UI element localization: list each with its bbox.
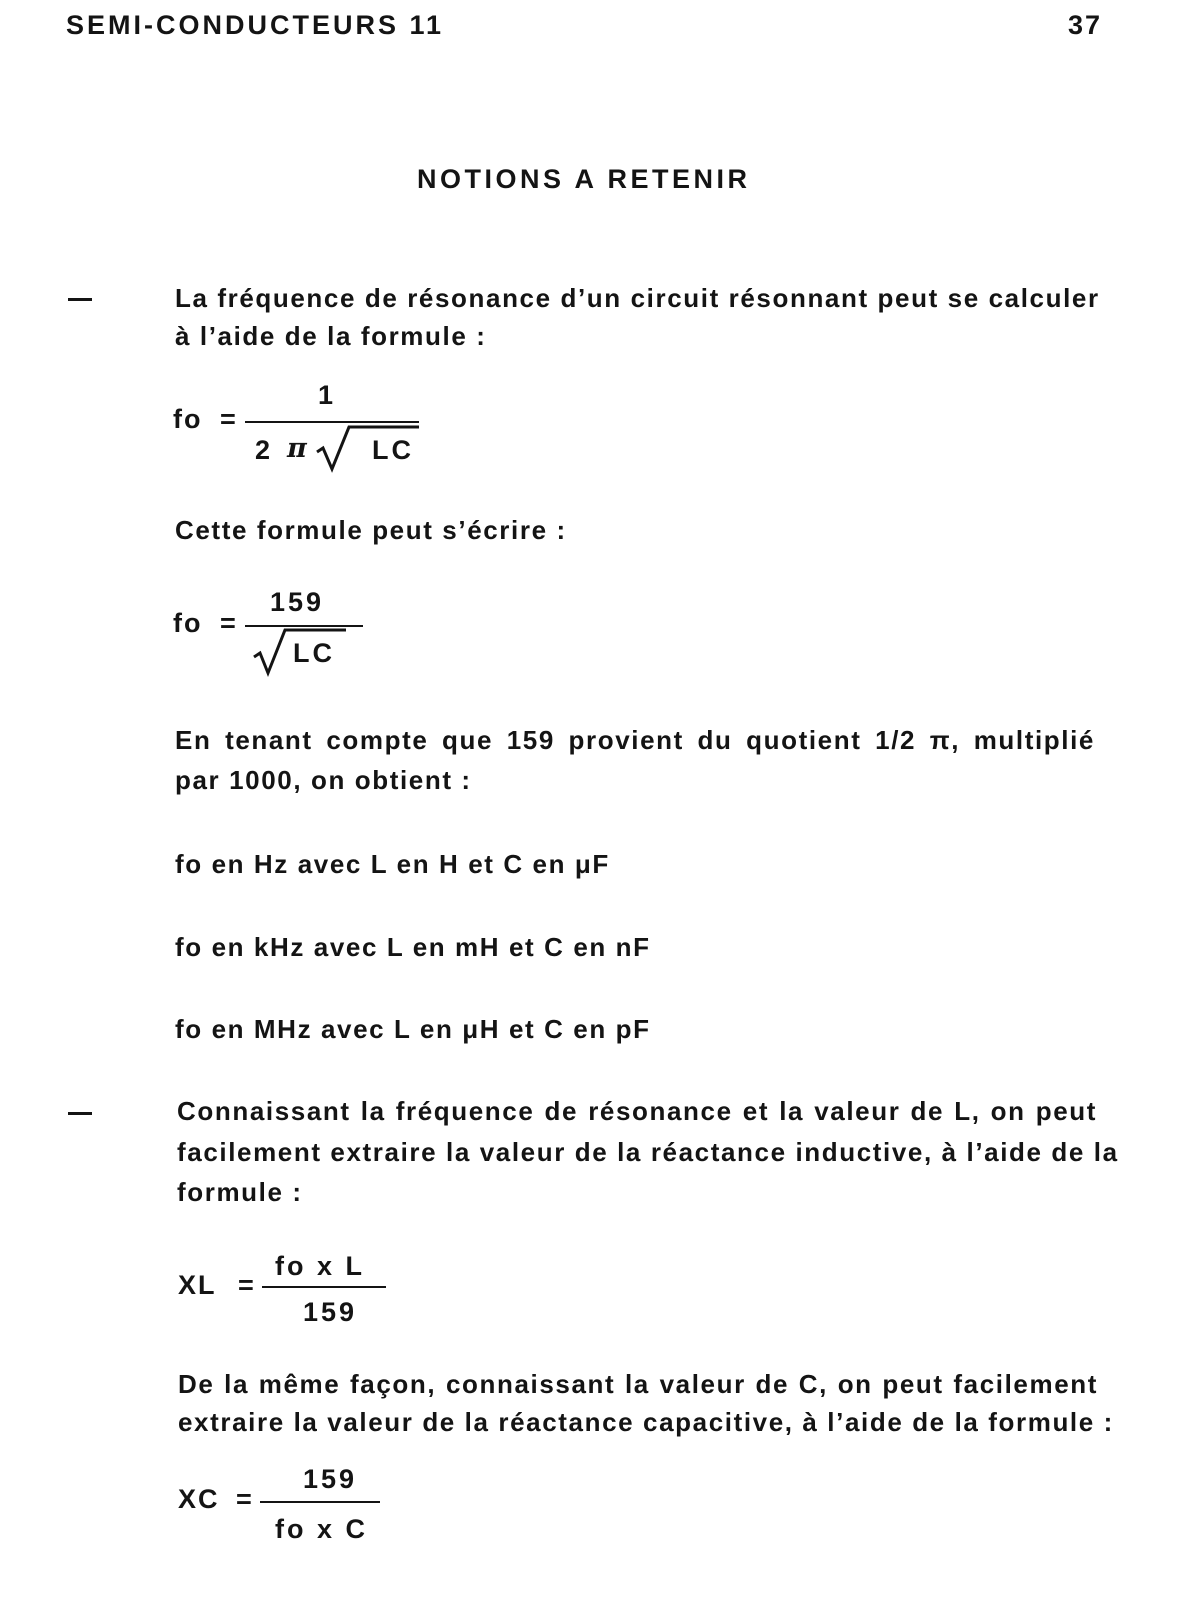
bullet1-line2: à l’aide de la formule : [175,321,487,351]
formula4-equals: = [236,1484,254,1514]
formula4-numerator: 159 [303,1464,358,1494]
para-meme-line2: extraire la valeur de la réactance capacitive, à l’aide de la formule : [178,1407,1114,1437]
formula2-radicand: LC [293,638,335,668]
formula3-fraction-bar [262,1286,386,1288]
formula3-lhs: XL [178,1270,217,1300]
bullet1-line1: La fréquence de résonance d’un circuit résonnant peut se calculer [175,283,1100,313]
formula1-lhs: fo [173,404,203,434]
bullet2-line2: facilement extraire la valeur de la réactance inductive, à l’aide de la [177,1137,1119,1167]
formula1-fraction-bar [245,421,419,423]
bullet-dash-2 [68,1112,92,1115]
bullet-dash-1 [68,298,92,301]
formula1-radicand: LC [372,435,414,465]
unit-line-hz: fo en Hz avec L en H et C en μF [175,849,610,879]
para-tenant-line1: En tenant compte que 159 provient du quotient 1/2 π, multiplié [175,725,1095,755]
page-number: 37 [1068,10,1103,40]
section-title: NOTIONS A RETENIR [417,164,751,194]
formula3-denominator: 159 [303,1297,358,1327]
formula2-equals: = [220,608,238,638]
unit-line-mhz: fo en MHz avec L en μH et C en pF [175,1014,651,1044]
formula2-numerator: 159 [270,587,325,617]
formula1-den-prefix: 2 [255,435,274,465]
formula4-lhs: XC [178,1484,220,1514]
formula1-numerator: 1 [318,380,337,410]
formula1-pi: π [287,433,310,464]
formula2-lhs: fo [173,608,203,638]
formula3-numerator: fo x L [275,1251,365,1281]
bullet2-line1: Connaissant la fréquence de résonance et la valeur de L, on peut [177,1096,1097,1126]
unit-line-khz: fo en kHz avec L en mH et C en nF [175,932,651,962]
running-header-title: SEMI-CONDUCTEURS 11 [66,10,445,40]
formula1-equals: = [220,404,238,434]
formula4-fraction-bar [260,1501,380,1503]
formula3-equals: = [238,1270,256,1300]
para-tenant-line2: par 1000, on obtient : [175,765,472,795]
para-ecrire: Cette formule peut s’écrire : [175,515,567,545]
para-meme-line1: De la même façon, connaissant la valeur de C, on peut facilement [178,1369,1098,1399]
formula4-denominator: fo x C [275,1514,369,1544]
bullet2-line3: formule : [177,1177,303,1207]
